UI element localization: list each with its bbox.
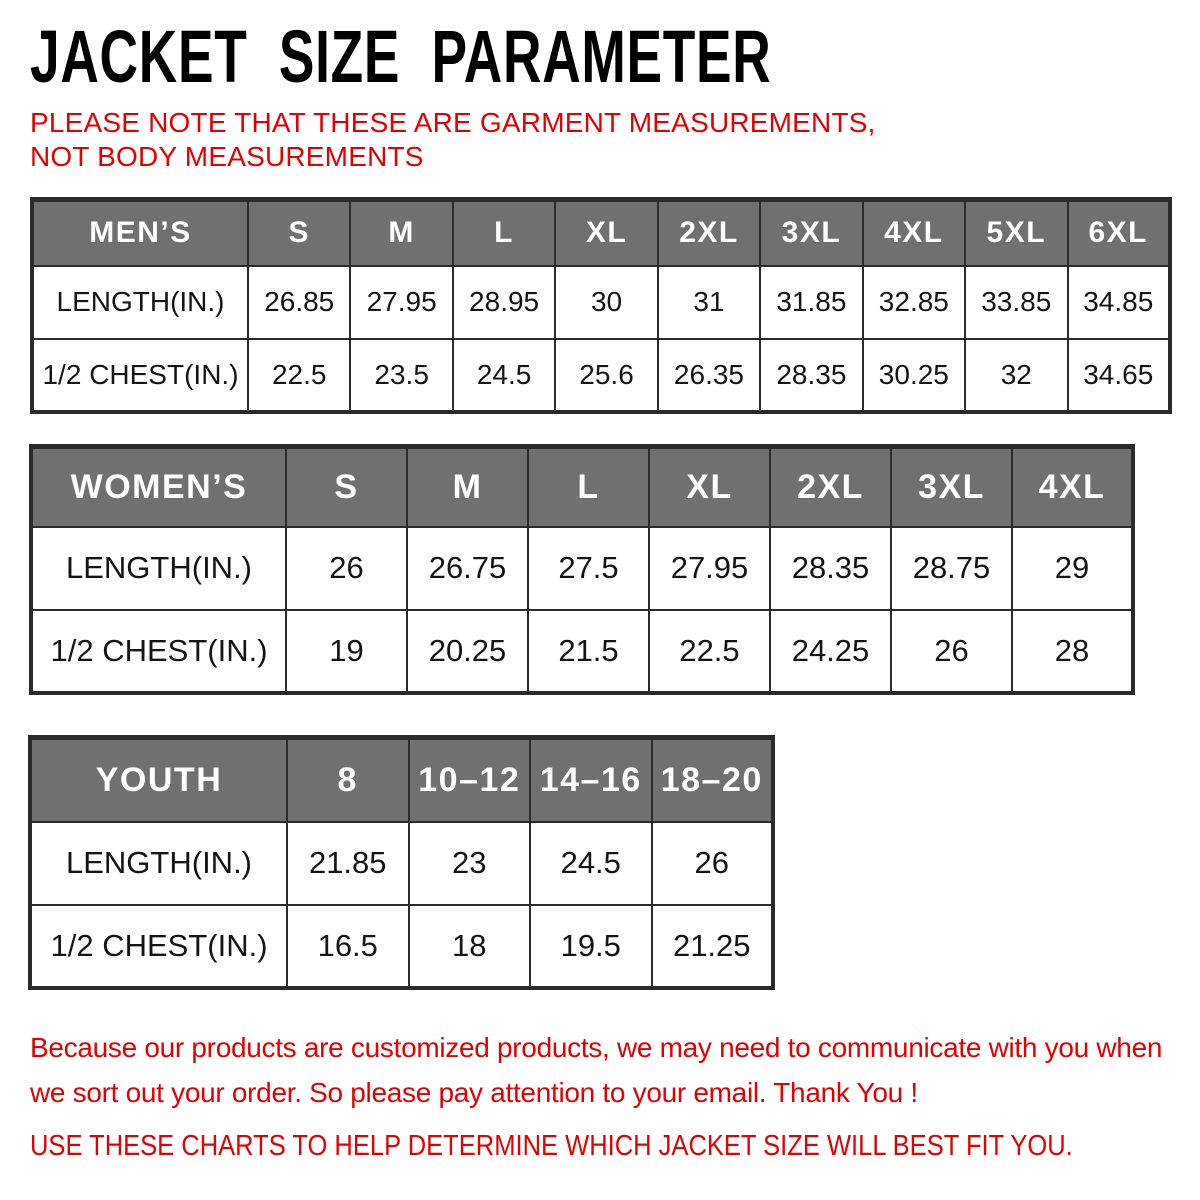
size-column-header: 4XL bbox=[863, 200, 965, 266]
measurement-value-cell: 22.5 bbox=[649, 610, 770, 693]
size-column-header: 2XL bbox=[770, 447, 891, 527]
womens-header-row bbox=[31, 447, 1133, 527]
mens-chest-row bbox=[32, 339, 1170, 412]
table-title-cell: YOUTH bbox=[30, 738, 287, 822]
size-column-header: S bbox=[248, 200, 350, 266]
measurement-value-cell: 23 bbox=[409, 822, 531, 905]
measurement-value-cell: 21.85 bbox=[287, 822, 409, 905]
mens-header-row bbox=[32, 200, 1170, 266]
table-title-cell: MEN’S bbox=[32, 200, 248, 266]
mens-length-row bbox=[32, 266, 1170, 339]
measurement-value-cell: 27.95 bbox=[350, 266, 452, 339]
size-column-header: 3XL bbox=[891, 447, 1012, 527]
size-column-header: M bbox=[407, 447, 528, 527]
measurement-value-cell: 24.25 bbox=[770, 610, 891, 693]
size-column-header: XL bbox=[649, 447, 770, 527]
measurement-value-cell: 30 bbox=[555, 266, 657, 339]
measurement-value-cell: 19 bbox=[286, 610, 407, 693]
size-column-header: L bbox=[453, 200, 555, 266]
measurement-value-cell: 26 bbox=[891, 610, 1012, 693]
measurement-value-cell: 19.5 bbox=[530, 905, 652, 988]
womens-size-table bbox=[29, 444, 1135, 695]
measurement-value-cell: 27.5 bbox=[528, 527, 649, 610]
size-column-header: 8 bbox=[287, 738, 409, 822]
measurement-value-cell: 26 bbox=[652, 822, 774, 905]
row-label-cell: LENGTH(IN.) bbox=[31, 527, 286, 610]
measurement-value-cell: 26.75 bbox=[407, 527, 528, 610]
youth-chest-row bbox=[30, 905, 773, 988]
page-title: JACKET SIZE PARAMETER bbox=[30, 15, 772, 98]
womens-length-row bbox=[31, 527, 1133, 610]
measurement-value-cell: 30.25 bbox=[863, 339, 965, 412]
measurement-value-cell: 28.35 bbox=[760, 339, 862, 412]
measurement-value-cell: 31 bbox=[658, 266, 760, 339]
measurement-value-cell: 28.95 bbox=[453, 266, 555, 339]
size-column-header: 6XL bbox=[1068, 200, 1171, 266]
size-column-header: 10–12 bbox=[409, 738, 531, 822]
measurement-value-cell: 32 bbox=[965, 339, 1067, 412]
garment-measurement-note: PLEASE NOTE THAT THESE ARE GARMENT MEASUREMENTS, NOT BODY MEASUREMENTS bbox=[30, 107, 876, 173]
size-column-header: XL bbox=[555, 200, 657, 266]
row-label-cell: 1/2 CHEST(IN.) bbox=[31, 610, 286, 693]
measurement-value-cell: 34.65 bbox=[1068, 339, 1171, 412]
measurement-value-cell: 32.85 bbox=[863, 266, 965, 339]
measurement-value-cell: 18 bbox=[409, 905, 531, 988]
table-title-cell: WOMEN’S bbox=[31, 447, 286, 527]
measurement-value-cell: 28.35 bbox=[770, 527, 891, 610]
measurement-value-cell: 26.85 bbox=[248, 266, 350, 339]
measurement-value-cell: 27.95 bbox=[649, 527, 770, 610]
measurement-value-cell: 28.75 bbox=[891, 527, 1012, 610]
size-column-header: 14–16 bbox=[530, 738, 652, 822]
measurement-value-cell: 22.5 bbox=[248, 339, 350, 412]
measurement-value-cell: 29 bbox=[1012, 527, 1133, 610]
row-label-cell: 1/2 CHEST(IN.) bbox=[30, 905, 287, 988]
womens-chest-row bbox=[31, 610, 1133, 693]
measurement-value-cell: 16.5 bbox=[287, 905, 409, 988]
measurement-value-cell: 24.5 bbox=[530, 822, 652, 905]
size-column-header: 4XL bbox=[1012, 447, 1133, 527]
measurement-value-cell: 24.5 bbox=[453, 339, 555, 412]
row-label-cell: 1/2 CHEST(IN.) bbox=[32, 339, 248, 412]
size-column-header: L bbox=[528, 447, 649, 527]
measurement-value-cell: 23.5 bbox=[350, 339, 452, 412]
youth-size-table bbox=[28, 735, 775, 990]
customization-note: Because our products are customized products, we may need to communicate with you when we sort out your order. So please pay attention to your email. Thank You ! bbox=[30, 1032, 1163, 1108]
row-label-cell: LENGTH(IN.) bbox=[32, 266, 248, 339]
measurement-value-cell: 21.5 bbox=[528, 610, 649, 693]
youth-header-row bbox=[30, 738, 773, 822]
measurement-value-cell: 34.85 bbox=[1068, 266, 1171, 339]
measurement-value-cell: 33.85 bbox=[965, 266, 1067, 339]
measurement-value-cell: 26 bbox=[286, 527, 407, 610]
measurement-value-cell: 21.25 bbox=[652, 905, 774, 988]
size-column-header: 5XL bbox=[965, 200, 1067, 266]
size-column-header: S bbox=[286, 447, 407, 527]
measurement-value-cell: 20.25 bbox=[407, 610, 528, 693]
size-column-header: 18–20 bbox=[652, 738, 774, 822]
measurement-value-cell: 25.6 bbox=[555, 339, 657, 412]
measurement-value-cell: 31.85 bbox=[760, 266, 862, 339]
measurement-value-cell: 28 bbox=[1012, 610, 1133, 693]
size-column-header: 2XL bbox=[658, 200, 760, 266]
size-column-header: 3XL bbox=[760, 200, 862, 266]
measurement-value-cell: 26.35 bbox=[658, 339, 760, 412]
size-column-header: M bbox=[350, 200, 452, 266]
mens-size-table bbox=[30, 197, 1172, 414]
row-label-cell: LENGTH(IN.) bbox=[30, 822, 287, 905]
youth-length-row bbox=[30, 822, 773, 905]
fit-note: USE THESE CHARTS TO HELP DETERMINE WHICH JACKET SIZE WILL BEST FIT YOU. bbox=[30, 1130, 1073, 1162]
